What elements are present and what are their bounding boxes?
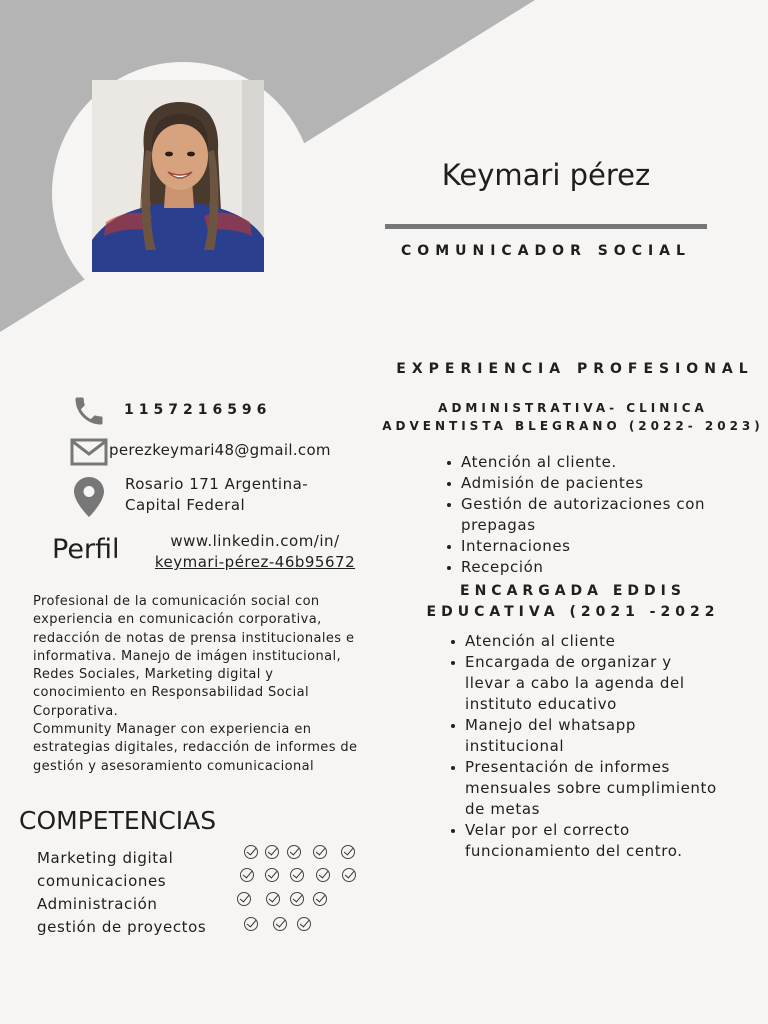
list-item: Atención al cliente. [445,452,715,473]
list-item: Internaciones [445,536,715,557]
address-line-1: Rosario 171 Argentina- [125,475,309,493]
linkedin-link[interactable] [137,531,373,573]
profile-summary [33,593,403,776]
phone-number[interactable]: 1157216596 [124,402,272,418]
check-icon [316,868,330,882]
linkedin-line-1[interactable]: www.linkedin.com/in/ [170,532,340,550]
profile-heading: Perfil [52,534,120,565]
check-icon [342,868,356,882]
competencias-heading: COMPETENCIAS [19,806,217,835]
profile-photo [92,80,264,272]
email-link[interactable]: perezkeymari48@gmail.com [109,441,331,459]
list-item: Atención al cliente [449,631,719,652]
list-item: Presentación de informes mensuales sobre cumplimiento de metas [449,757,719,820]
job-1-duties [445,452,715,578]
list-item: Admisión de pacientes [445,473,715,494]
profile-line: experiencia en comunicación corporativa, [33,612,322,628]
list-item: Gestión de autorizaciones con prepagas [445,494,715,536]
profile-line: Profesional de la comunicación social con [33,594,320,609]
candidate-name: Keymari pérez [441,158,651,192]
list-item: Recepción [445,557,715,578]
skill-name: gestión de proyectos [37,918,207,936]
check-icon [244,917,258,931]
check-icon [341,845,355,859]
list-item: Manejo del whatsapp institucional [449,715,719,757]
check-icon [313,892,327,906]
job-title: COMUNICADOR SOCIAL [401,243,691,259]
profile-line: redacción de notas de prensa institucionales e [33,630,355,646]
check-icon [290,868,304,882]
job-title-line: EDUCATIVA (2021 -2022 [426,604,720,620]
check-icon [273,917,287,931]
check-icon [287,845,301,859]
profile-line: informativa. Manejo de imágen institucional, [33,648,342,664]
job-title-line: ADVENTISTA BLEGRANO (2022- 2023) [382,419,764,433]
experience-heading: EXPERIENCIA PROFESIONAL [396,361,754,377]
check-icon [265,845,279,859]
check-icon [265,868,279,882]
job-2-duties [449,631,719,862]
profile-line: estrategias digitales, redacción de informes de [33,740,358,756]
job-title-line: ENCARGADA EDDIS [460,583,686,599]
profile-line: conocimiento en Responsabilidad Social [33,685,309,701]
check-icon [244,845,258,859]
skill-name: comunicaciones [37,872,167,890]
linkedin-line-2[interactable]: keymari-pérez-46b95672 [154,553,356,571]
phone-icon [70,393,108,429]
profile-line: Community Manager con experiencia en [33,722,312,738]
job-title-line: ADMINISTRATIVA- CLINICA [438,401,708,415]
name-divider [385,224,707,229]
profile-line: gestión y asesoramiento comunicacional [33,758,315,774]
profile-line: Corporativa. [33,703,119,719]
check-icon [240,868,254,882]
mail-icon [70,438,108,466]
list-item: Velar por el correcto funcionamiento del centro. [449,820,719,862]
address [125,474,308,516]
check-icon [313,845,327,859]
check-icon [290,892,304,906]
address-line-2: Capital Federal [125,496,246,514]
check-icon [266,892,280,906]
profile-line: Redes Sociales, Marketing digital y [33,667,274,683]
check-icon [297,917,311,931]
skill-name: Administración [37,895,158,913]
skill-name: Marketing digital [37,849,174,867]
job-1-title [382,399,764,435]
check-icon [237,892,251,906]
job-2-title [382,581,764,623]
location-pin-icon [74,477,104,517]
list-item: Encargada de organizar y llevar a cabo la agenda del instituto educativo [449,652,719,715]
